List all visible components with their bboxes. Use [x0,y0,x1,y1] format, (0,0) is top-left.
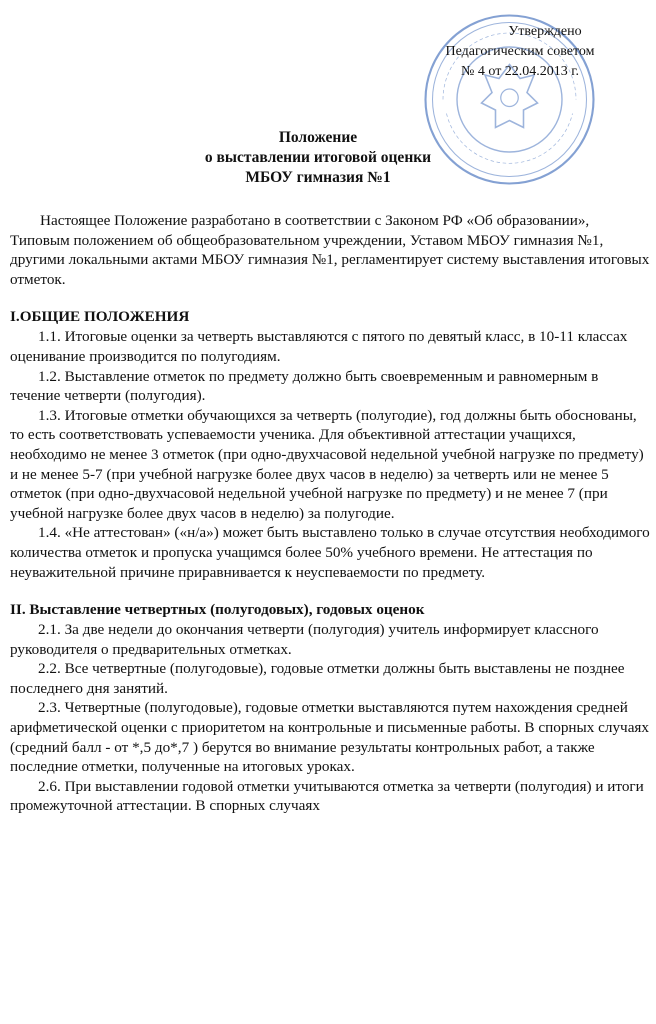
title-line-2: о выставлении итоговой оценки [204,149,432,166]
section-2-item: 2.2. Все четвертные (полугодовые), годовые отметки должны быть выставлены не позднее последнего дня занятий. [10,660,625,697]
section-2-heading: II. Выставление четвертных (полугодовых), годовых оценок [10,601,425,619]
intro-paragraph: Настоящее Положение разработано в соответствии с Законом РФ «Об образовании», Типовым положением об общеобразовательном учреждении, Уставом МБОУ гимназия №1, другими локальными актами МБОУ гимназия №1, регламентирует систему выставления итоговых отметок. [10,212,650,288]
document-body [10,211,650,816]
section-spacer [10,582,650,600]
section-1-item: 1.2. Выставление отметок по предмету должно быть своевременным и равномерным в течение четверти (полугодия). [10,367,599,405]
section-2-item: 2.3. Четвертные (полугодовые), годовые отметки выставляются путем нахождения средней арифметической оценки с приоритетом на контрольные и письменные работы. В спорных случаях (средний балл - от *,5 до*,7 ) берутся во внимание результаты контрольных работ, а также последние отметки, полученные на итоговых уроках. [10,699,650,776]
section-2-item: 2.6. При выставлении годовой отметки учитываются отметка за четверти (полугодия) и итоги промежуточной аттестации. В спорных случаях [10,777,644,815]
section-1-item: 1.3. Итоговые отметки обучающихся за четверть (полугодие), год должны быть обоснованы, то есть соответствовать успеваемости ученика. Для объективной аттестации учащихся, необходимо не менее 3 отметок (при одно-двухчасовой недельной учебной нагрузке по предмету) и не менее 5-7 (при учебной нагрузке более двух часов в неделю) за четверть или не менее 5 отметок (при одно-двухчасовой недельной учебной нагрузке по предмету) и не менее 7 (при учебной нагрузке более двух часов в неделю) за полугодие. [10,406,644,522]
approval-block [420,22,620,82]
section-1-heading: I.ОБЩИЕ ПОЛОЖЕНИЯ [10,308,190,326]
section-2-item: 2.1. За две недели до окончания четверти (полугодия) учитель информирует классного руководителя о предварительных отметках. [10,621,599,658]
section-1-item: 1.4. «Не аттестован» («н/а») может быть выставлено только в случае отсутствия необходимого количества отметок и пропуска учащимся более 50% учебного времени. Не аттестация по неуважительной причине приравнивается к неуспеваемости по предмету. [10,524,650,581]
section-1-item: 1.1. Итоговые оценки за четверть выставляются с пятого по девятый класс, в 10-11 классах оценивание производится по полугодиям. [10,328,628,365]
approval-line-1: Утверждено [508,24,582,39]
title-line-1: Положение [278,129,358,146]
document-title [0,128,656,188]
approval-line-3: № 4 от 22.04.2013 г. [461,64,579,79]
title-line-3: МБОУ гимназия №1 [245,169,391,186]
approval-line-2: Педагогическим советом [445,44,595,59]
